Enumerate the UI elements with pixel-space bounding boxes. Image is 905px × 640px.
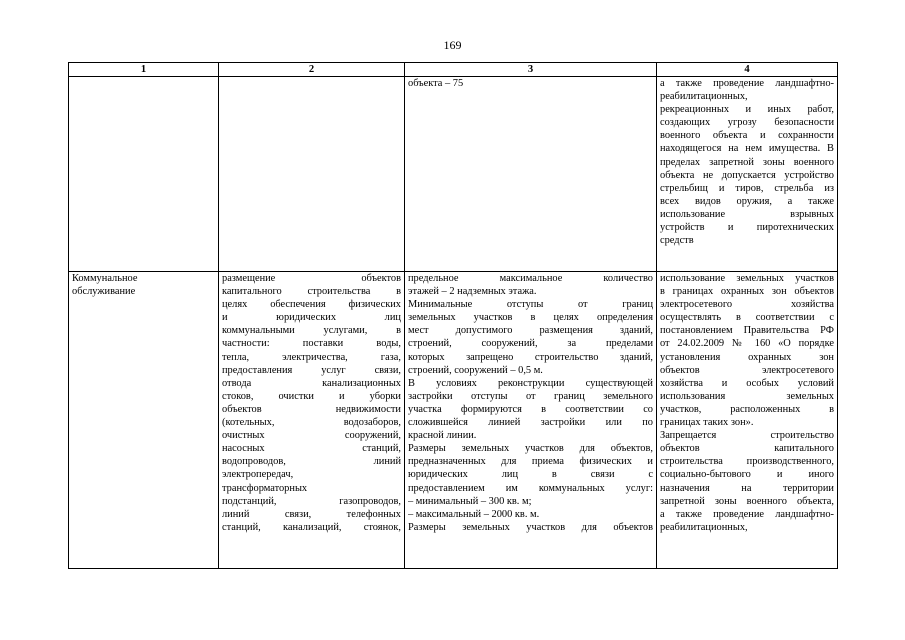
cell-line: стрельбищ и тиров, стрельба из <box>660 182 834 194</box>
cell-line: электропередач, <box>222 469 294 481</box>
cell-line: объектов электросетевого <box>660 364 834 376</box>
row1-col4 <box>657 77 838 272</box>
row1-col3 <box>405 77 657 272</box>
cell-line: Размеры земельных участков для объектов <box>408 521 653 533</box>
cell-line: осуществлять в соответствии с <box>660 312 834 324</box>
cell-line: трансформаторных <box>222 482 308 494</box>
cell-line: предельное максимальное количество <box>408 273 653 284</box>
cell-line: а также проведение ландшафтно- <box>660 78 834 89</box>
cell-line: в границах охранных зон объектов <box>660 286 834 298</box>
cell-line: Коммунальное <box>72 273 138 284</box>
cell-line: участка формируются в соответствии со <box>408 403 653 415</box>
cell-line: Размеры земельных участков для объектов, <box>408 443 653 455</box>
cell-line: капитального строительства в <box>222 286 401 298</box>
cell-line: постановлением Правительства РФ <box>660 325 834 337</box>
cell-line: размещение объектов <box>222 273 401 284</box>
cell-line: запретной зоны военного объекта, <box>660 495 834 507</box>
column-header-3: 3 <box>405 63 657 77</box>
cell-line: социально-бытового и иного <box>660 469 834 481</box>
cell-line: целях обеспечения физических <box>222 299 401 311</box>
row2-col4 <box>657 272 838 569</box>
table-row <box>69 272 838 569</box>
cell-line: коммунальными услугами, в <box>222 325 401 337</box>
cell-line: реабилитационных, <box>660 521 748 533</box>
cell-line: обслуживание <box>72 286 136 298</box>
cell-line: назначения на территории <box>660 482 834 494</box>
cell-line: застройки отступы от границ земельного <box>408 390 653 402</box>
cell-line: Минимальные отступы от границ <box>408 299 653 311</box>
cell-line: средств <box>660 235 694 247</box>
table-header-row <box>69 63 838 77</box>
cell-line: Запрещается строительство <box>660 430 834 442</box>
cell-line: – максимальный – 2000 кв. м. <box>408 508 540 520</box>
cell-line: стоков, очистки и уборки <box>222 390 401 402</box>
cell-line: частности: поставки воды, <box>222 338 401 350</box>
cell-line: границах таких зон». <box>660 417 754 429</box>
row1-col2 <box>219 77 405 272</box>
cell-line: от 24.02.2009 № 160 «О порядке <box>660 338 834 350</box>
cell-line: В условиях реконструкции существующей <box>408 377 653 389</box>
column-header-4: 4 <box>657 63 838 77</box>
cell-line: линий связи, телефонных <box>222 508 401 520</box>
cell-line: насосных станций, <box>222 443 401 455</box>
cell-line: хозяйства и особых условий <box>660 377 834 389</box>
cell-line: предоставлением им коммунальных услуг: <box>408 482 653 494</box>
row2-col3 <box>405 272 657 569</box>
cell-line: объектов недвижимости <box>222 403 401 415</box>
cell-line: строений, сооружений, за пределами <box>408 338 653 350</box>
cell-line: водопроводов, линий <box>222 456 401 468</box>
cell-line: предназначенных для приема физических и <box>408 456 653 468</box>
page-number: 169 <box>443 38 462 52</box>
cell-line: установления охранных зон <box>660 351 834 363</box>
cell-line: использования земельных <box>660 390 834 402</box>
cell-line: станций, канализаций, стоянок, <box>222 521 401 533</box>
cell-line: этажей – 2 надземных этажа. <box>408 286 537 298</box>
table-row <box>69 77 838 272</box>
cell-line: строительства производственного, <box>660 456 834 468</box>
cell-line: реабилитационных, <box>660 91 748 103</box>
cell-line: которых запрещено строительство зданий, <box>408 351 653 363</box>
regulations-table <box>68 62 838 569</box>
cell-line: объекта не допускается устройство <box>660 169 834 181</box>
cell-line: а также проведение ландшафтно- <box>660 508 834 520</box>
cell-line: устройств и пиротехнических <box>660 222 834 234</box>
row2-col2 <box>219 272 405 569</box>
cell-line: (котельных, водозаборов, <box>222 417 401 429</box>
cell-line: земельных участков в целях определения <box>408 312 653 324</box>
cell-line: участков, расположенных в <box>660 403 834 415</box>
cell-line: сложившейся линией застройки или по <box>408 417 653 429</box>
row2-col1 <box>69 272 219 569</box>
cell-line: использование земельных участков <box>660 273 834 284</box>
cell-line: находящегося на нем имущества. В <box>660 143 834 155</box>
cell-line: предоставления услуг связи, <box>222 364 401 376</box>
cell-line: и юридических лиц <box>222 312 401 324</box>
cell-line: военного объекта и сохранности <box>660 130 834 142</box>
cell-line: строений, сооружений – 0,5 м. <box>408 364 543 376</box>
cell-line: использование взрывных <box>660 208 834 220</box>
cell-line: электросетевого хозяйства <box>660 299 834 311</box>
cell-line: тепла, электричества, газа, <box>222 351 401 363</box>
cell-line: всех видов оружия, а также <box>660 195 834 207</box>
cell-line: отвода канализационных <box>222 377 401 389</box>
cell-line: мест допустимого размещения зданий, <box>408 325 653 337</box>
column-header-2: 2 <box>219 63 405 77</box>
cell-line: рекреационных и иных работ, <box>660 104 834 116</box>
cell-line: юридических лиц в связи с <box>408 469 653 481</box>
cell-line: объектов капитального <box>660 443 834 455</box>
cell-line: красной линии. <box>408 430 477 442</box>
cell-line: – минимальный – 300 кв. м; <box>408 495 532 507</box>
cell-line: объекта – 75 <box>408 78 464 89</box>
cell-line: очистных сооружений, <box>222 430 401 442</box>
cell-line: создающих угрозу безопасности <box>660 117 834 129</box>
row1-col1 <box>69 77 219 272</box>
cell-line: подстанций, газопроводов, <box>222 495 401 507</box>
cell-line: пределах запретной зоны военного <box>660 156 834 168</box>
column-header-1: 1 <box>69 63 219 77</box>
